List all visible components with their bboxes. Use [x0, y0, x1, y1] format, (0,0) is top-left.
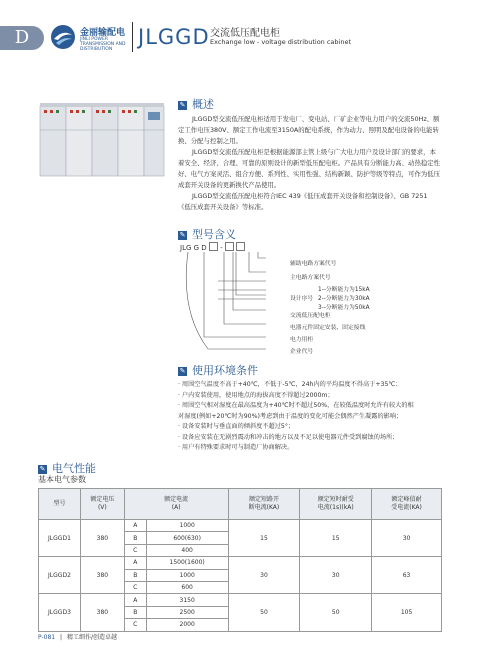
cell-breaking: 50 — [228, 594, 300, 631]
cell-peak: 30 — [372, 520, 442, 557]
designation-label: 主电路方案代号 — [290, 275, 331, 281]
cell-short-time: 30 — [300, 557, 372, 594]
paragraph: JLGGD型交流低压配电柜是根据能源部主管上级与广大电力用户及设计部门的要求，本着安全、经济、合理、可靠的原则设计的新型低压配电柜。产品具有分断能力高、动热稳定性好、电气方案灵活、组合方便、系列性、实用性强、结构新颖、防护等级等特点，可作为低压成套开关设备的更新换代产品使用。 — [178, 148, 441, 189]
page-title: JLGGD — [138, 25, 210, 49]
cell-model: JLGGD2 — [39, 557, 81, 594]
cell-model: JLGGD3 — [39, 594, 81, 631]
cell-current: 2000 — [146, 619, 228, 631]
title-en: Exchange low - voltage distribution cabinet — [210, 38, 352, 46]
section-overview-heading: ✎ 概述 — [179, 98, 214, 111]
section-environment-heading: ✎ 使用环境条件 — [179, 364, 258, 377]
cell-model: JLGGD1 — [39, 520, 81, 557]
page-footer: P-081 | 精工细作/创造卓越 — [38, 634, 118, 641]
designation-label: 3--分断能力为50kA — [318, 305, 370, 311]
cell-breaking: 15 — [228, 520, 300, 557]
cell-current: 600(630) — [146, 532, 228, 544]
cell-grade: C — [124, 619, 146, 631]
cell-grade: A — [124, 594, 146, 606]
designation-diagram — [178, 252, 288, 356]
paragraph: JLGGD型交流低压配电柜符合IEC 439《低压成套开关设备和控制设备》、GB 7251《低压成套开关设备》等标准。 — [178, 192, 428, 211]
pencil-icon: ✎ — [179, 231, 186, 239]
paragraph: JLGGD型交流低压配电柜适用于发电厂、变电站、厂矿企业等电力用户的交流50Hz、额定工作电压380V、额定工作电流至3150A的配电系统，作为动力、照明及配电设备的电能转换、分配与控制之用。 — [178, 115, 440, 145]
pencil-icon: ✎ — [179, 101, 186, 109]
section-designation-heading: ✎ 型号含义 — [179, 228, 236, 241]
col-header: 额定短时耐受 电流(1s)(kA) — [300, 489, 372, 520]
table-row — [39, 520, 442, 532]
list-item: · 用户有特殊要求时可与制造厂协商解决。 — [178, 444, 294, 451]
table-header-row — [39, 489, 442, 520]
list-item: 对湿度(例如+20℃时为90%)考虑到由于温度的变化可能会偶然产生凝露的影响； — [178, 412, 403, 420]
code-box — [209, 242, 218, 251]
col-header: 额定峰值耐 受电流(KA) — [372, 489, 442, 520]
spec-table — [38, 488, 442, 632]
model-code: JLG G D - — [180, 242, 245, 252]
list-item: · 周围空气相对湿度在最高温度为+40℃时不超过50%，在较低温度时允许有较大的相 — [178, 402, 414, 409]
table-row — [39, 557, 442, 569]
brand-logo-icon — [50, 24, 76, 50]
page-number: P-081 — [38, 634, 56, 641]
cell-voltage: 380 — [80, 520, 124, 557]
overview-text — [178, 114, 440, 213]
cell-grade: A — [124, 520, 146, 532]
cell-current: 1000 — [146, 520, 228, 532]
col-header: 型号 — [39, 489, 81, 520]
col-header: 额定电流 (A) — [124, 489, 228, 520]
cabinet-image — [36, 100, 166, 180]
designation-label: 交流低压配电柜 — [290, 313, 331, 319]
cell-peak: 63 — [372, 557, 442, 594]
cell-grade: C — [124, 544, 146, 556]
list-item: · 户内安装使用，使用地点的海拔高度不得超过2000m； — [178, 391, 334, 399]
section-performance-heading: ✎ 电气性能 — [39, 462, 96, 475]
pencil-icon: ✎ — [179, 367, 186, 375]
header-divider — [132, 22, 133, 52]
cell-grade: B — [124, 606, 146, 618]
list-item: · 设备安装时与垂直面的倾斜度不超过5°； — [178, 423, 295, 430]
cell-grade: B — [124, 569, 146, 581]
table-caption: 基本电气参数 — [38, 475, 86, 484]
designation-label: 2--分断能力为30kA — [318, 296, 370, 302]
table-row — [39, 594, 442, 606]
cell-voltage: 380 — [80, 557, 124, 594]
brand-name-en: JINLI POWER TRANSMISSION AND DISTRIBUTION — [80, 37, 126, 52]
cell-current: 600 — [146, 581, 228, 593]
cell-current: 400 — [146, 544, 228, 556]
cell-short-time: 15 — [300, 520, 372, 557]
cell-current: 2500 — [146, 606, 228, 618]
code-box — [225, 242, 234, 251]
pencil-icon: ✎ — [39, 465, 46, 473]
cell-grade: A — [124, 557, 146, 569]
designation-label: 辅助电路方案代号 — [290, 261, 337, 267]
designation-label: 电器元件固定安装、固定接线 — [290, 325, 366, 331]
cell-peak: 105 — [372, 594, 442, 631]
cell-current: 3150 — [146, 594, 228, 606]
designation-label: 设计序号 — [290, 296, 314, 302]
chapter-tab: D — [0, 26, 44, 50]
footer-slogan: 精工细作/创造卓越 — [66, 634, 118, 641]
col-header: 额定短路开 断电流(KA) — [228, 489, 300, 520]
cell-breaking: 30 — [228, 557, 300, 594]
designation-label: 企业代号 — [290, 349, 314, 355]
list-item: · 周围空气温度不高于+40℃，不低于-5℃，24h内的平均温度不得高于+35℃； — [178, 381, 402, 388]
cell-current: 1500(1600) — [146, 557, 228, 569]
code-box — [236, 242, 245, 251]
cell-current: 1000 — [146, 569, 228, 581]
brand-name: 金丽输配电 — [80, 28, 126, 38]
cell-short-time: 50 — [300, 594, 372, 631]
cell-grade: C — [124, 581, 146, 593]
list-item: · 设备应安装在无剧烈震动和冲击的地方以及不足以使电器元件受到腐蚀的场所； — [178, 433, 399, 441]
cell-grade: B — [124, 532, 146, 544]
environment-list — [178, 380, 448, 454]
col-header: 额定电压 (V) — [80, 489, 124, 520]
cell-voltage: 380 — [80, 594, 124, 631]
designation-label: 电力用柜 — [290, 337, 314, 343]
designation-label: 1--分断能力为15kA — [318, 287, 370, 293]
title-cn: 交流低压配电柜 — [210, 28, 280, 39]
